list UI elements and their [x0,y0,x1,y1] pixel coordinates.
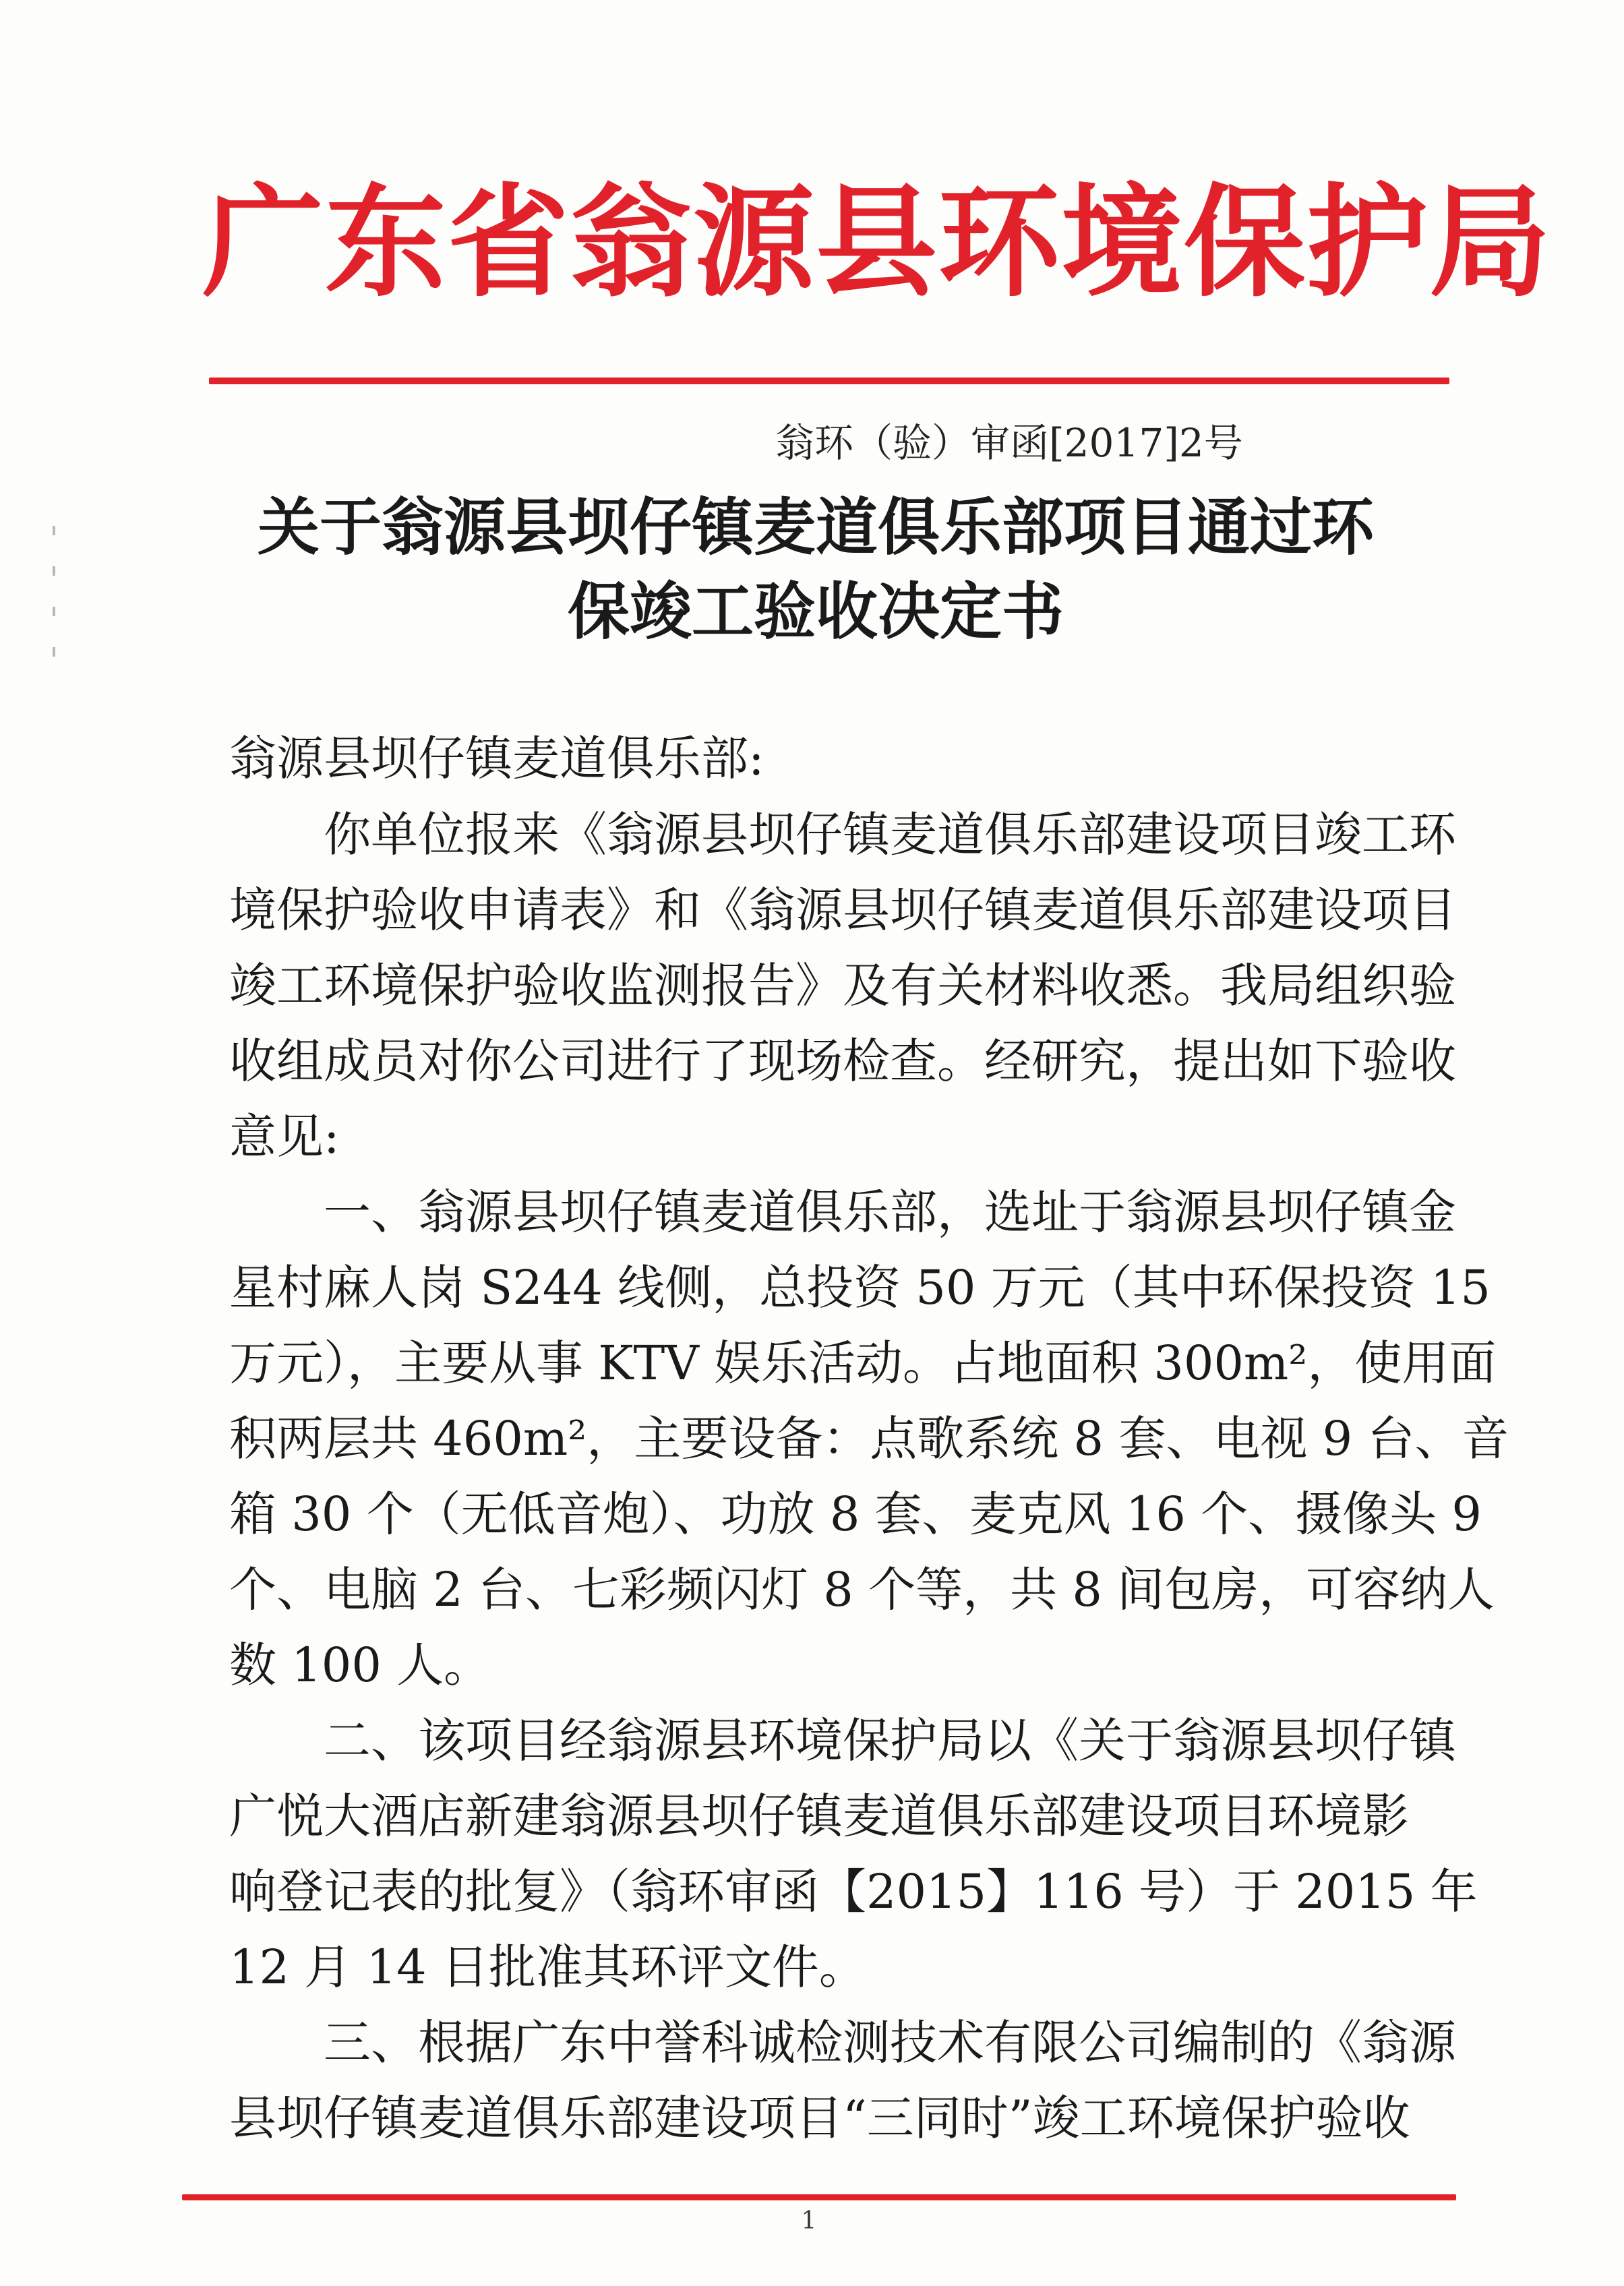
paragraph-item-2 [229,1703,1478,2005]
text-line: 响登记表的批复》（翁环审函【2015】116 号）于 2015 年 [229,1864,1478,1919]
text-line: 县坝仔镇麦道俱乐部建设项目“三同时”竣工环境保护验收 [229,2091,1410,2146]
text-line: 一、翁源县坝仔镇麦道俱乐部，选址于翁源县坝仔镇金 [324,1184,1456,1240]
text-line: 箱 30 个（无低音炮）、功放 8 套、麦克风 16 个、摄像头 9 [229,1486,1482,1542]
paragraph-intro [229,797,1456,1174]
footer-red-rule [182,2194,1456,2200]
text-line: 万元），主要从事 KTV 娱乐活动。占地面积 300m²，使用面 [229,1335,1497,1391]
text-line: 你单位报来《翁源县坝仔镇麦道俱乐部建设项目竣工环 [324,807,1456,862]
letterhead-title: 广东省翁源县环境保护局 [202,171,1553,313]
text-line: 个、电脑 2 台、七彩频闪灯 8 个等，共 8 间包房，可容纳人 [229,1562,1495,1617]
paragraph-item-3 [229,2005,1456,2156]
text-line: 数 100 人。 [229,1637,491,1693]
text-line: 境保护验收申请表》和《翁源县坝仔镇麦道俱乐部建设项目 [229,882,1456,938]
binding-hole-marks [53,526,59,661]
document-title-line: 保竣工验收决定书 [567,575,1064,648]
paragraph-item-1 [229,1174,1509,1703]
page-number: 1 [801,2207,817,2235]
document-title-line: 关于翁源县坝仔镇麦道俱乐部项目通过环 [257,491,1374,564]
text-line: 星村麻人岗 S244 线侧，总投资 50 万元（其中环保投资 15 [229,1260,1491,1315]
document-number: 翁环（验）审函[2017]2号 [775,420,1243,466]
addressee: 翁源县坝仔镇麦道俱乐部: [229,731,764,786]
text-line: 积两层共 460m²，主要设备：点歌系统 8 套、电视 9 台、音 [229,1411,1509,1466]
document-title [222,485,1409,654]
document-body [229,797,1509,2156]
text-line: 二、该项目经翁源县环境保护局以《关于翁源县坝仔镇 [324,1713,1456,1768]
text-line: 三、根据广东中誉科诚检测技术有限公司编制的《翁源 [324,2015,1456,2070]
text-line: 12 月 14 日批准其环评文件。 [229,1939,866,1995]
text-line: 意见: [229,1109,340,1164]
letterhead-red-rule [209,378,1449,384]
text-line: 收组成员对你公司进行了现场检查。经研究，提出如下验收 [229,1033,1456,1089]
text-line: 竣工环境保护验收监测报告》及有关材料收悉。我局组织验 [229,958,1456,1013]
text-line: 广悦大酒店新建翁源县坝仔镇麦道俱乐部建设项目环境影 [229,1788,1409,1844]
